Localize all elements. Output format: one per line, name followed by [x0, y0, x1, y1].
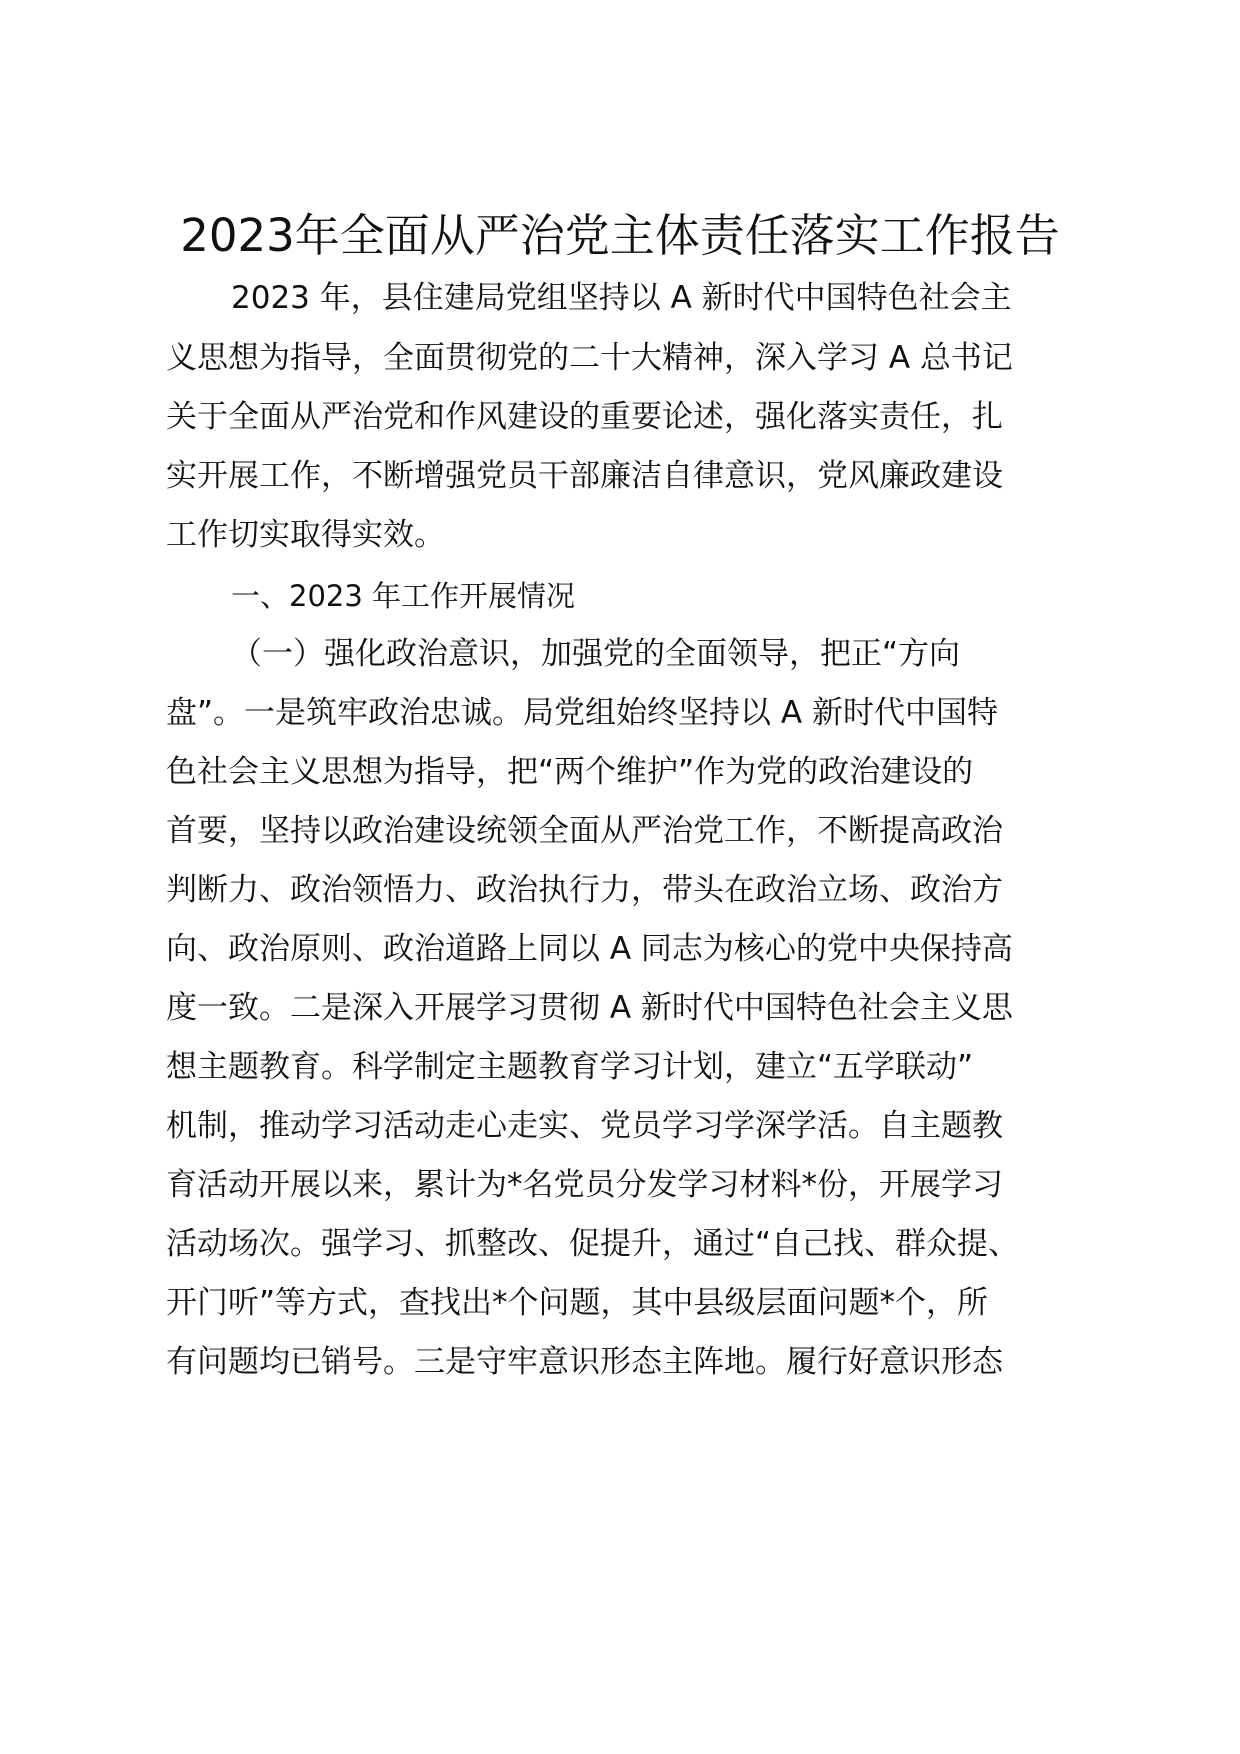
intro-line: 实开展工作，不断增强党员干部廉洁自律意识，党风廉政建设 [166, 458, 1003, 494]
section-line: 色社会主义思想为指导，把“两个维护”作为党的政治建设的 [166, 754, 974, 790]
section-line: 想主题教育。科学制定主题教育学习计划，建立“五学联动” [166, 1049, 974, 1085]
section-line: 度一致。二是深入开展学习贯彻 A 新时代中国特色社会主义思 [166, 990, 1013, 1026]
section-line: 开门听”等方式，查找出*个问题，其中县级层面问题*个，所 [166, 1285, 989, 1321]
section-line: 育活动开展以来，累计为*名党员分发学习材料*份，开展学习 [166, 1167, 1003, 1203]
section-heading: 一、2023 年工作开展情况 [231, 579, 576, 613]
section-line: 机制，推动学习活动走心走实、党员学习学深学活。自主题教 [166, 1108, 1003, 1144]
intro-line: 2023 年，县住建局党组坚持以 A 新时代中国特色社会主 [231, 280, 1012, 316]
section-line: 判断力、政治领悟力、政治执行力，带头在政治立场、政治方 [166, 872, 1003, 908]
intro-line: 关于全面从严治党和作风建设的重要论述，强化落实责任，扎 [166, 399, 1003, 435]
document-title: 2023年全面从严治党主体责任落实工作报告 [180, 209, 1060, 262]
intro-line: 义思想为指导，全面贯彻党的二十大精神，深入学习 A 总书记 [166, 340, 1013, 376]
section-line: 有问题均已销号。三是守牢意识形态主阵地。履行好意识形态 [166, 1344, 1003, 1380]
section-line: 首要，坚持以政治建设统领全面从严治党工作，不断提高政治 [166, 813, 1003, 849]
section-line: 向、政治原则、政治道路上同以 A 同志为核心的党中央保持高 [166, 931, 1013, 967]
section-line: （一）强化政治意识，加强党的全面领导，把正“方向 [231, 636, 961, 672]
section-line: 活动场次。强学习、抓整改、促提升，通过“自己找、群众提、 [166, 1226, 1020, 1262]
intro-line: 工作切实取得实效。 [166, 517, 445, 553]
section-line: 盘”。一是筑牢政治忠诚。局党组始终坚持以 A 新时代中国特 [166, 695, 998, 731]
